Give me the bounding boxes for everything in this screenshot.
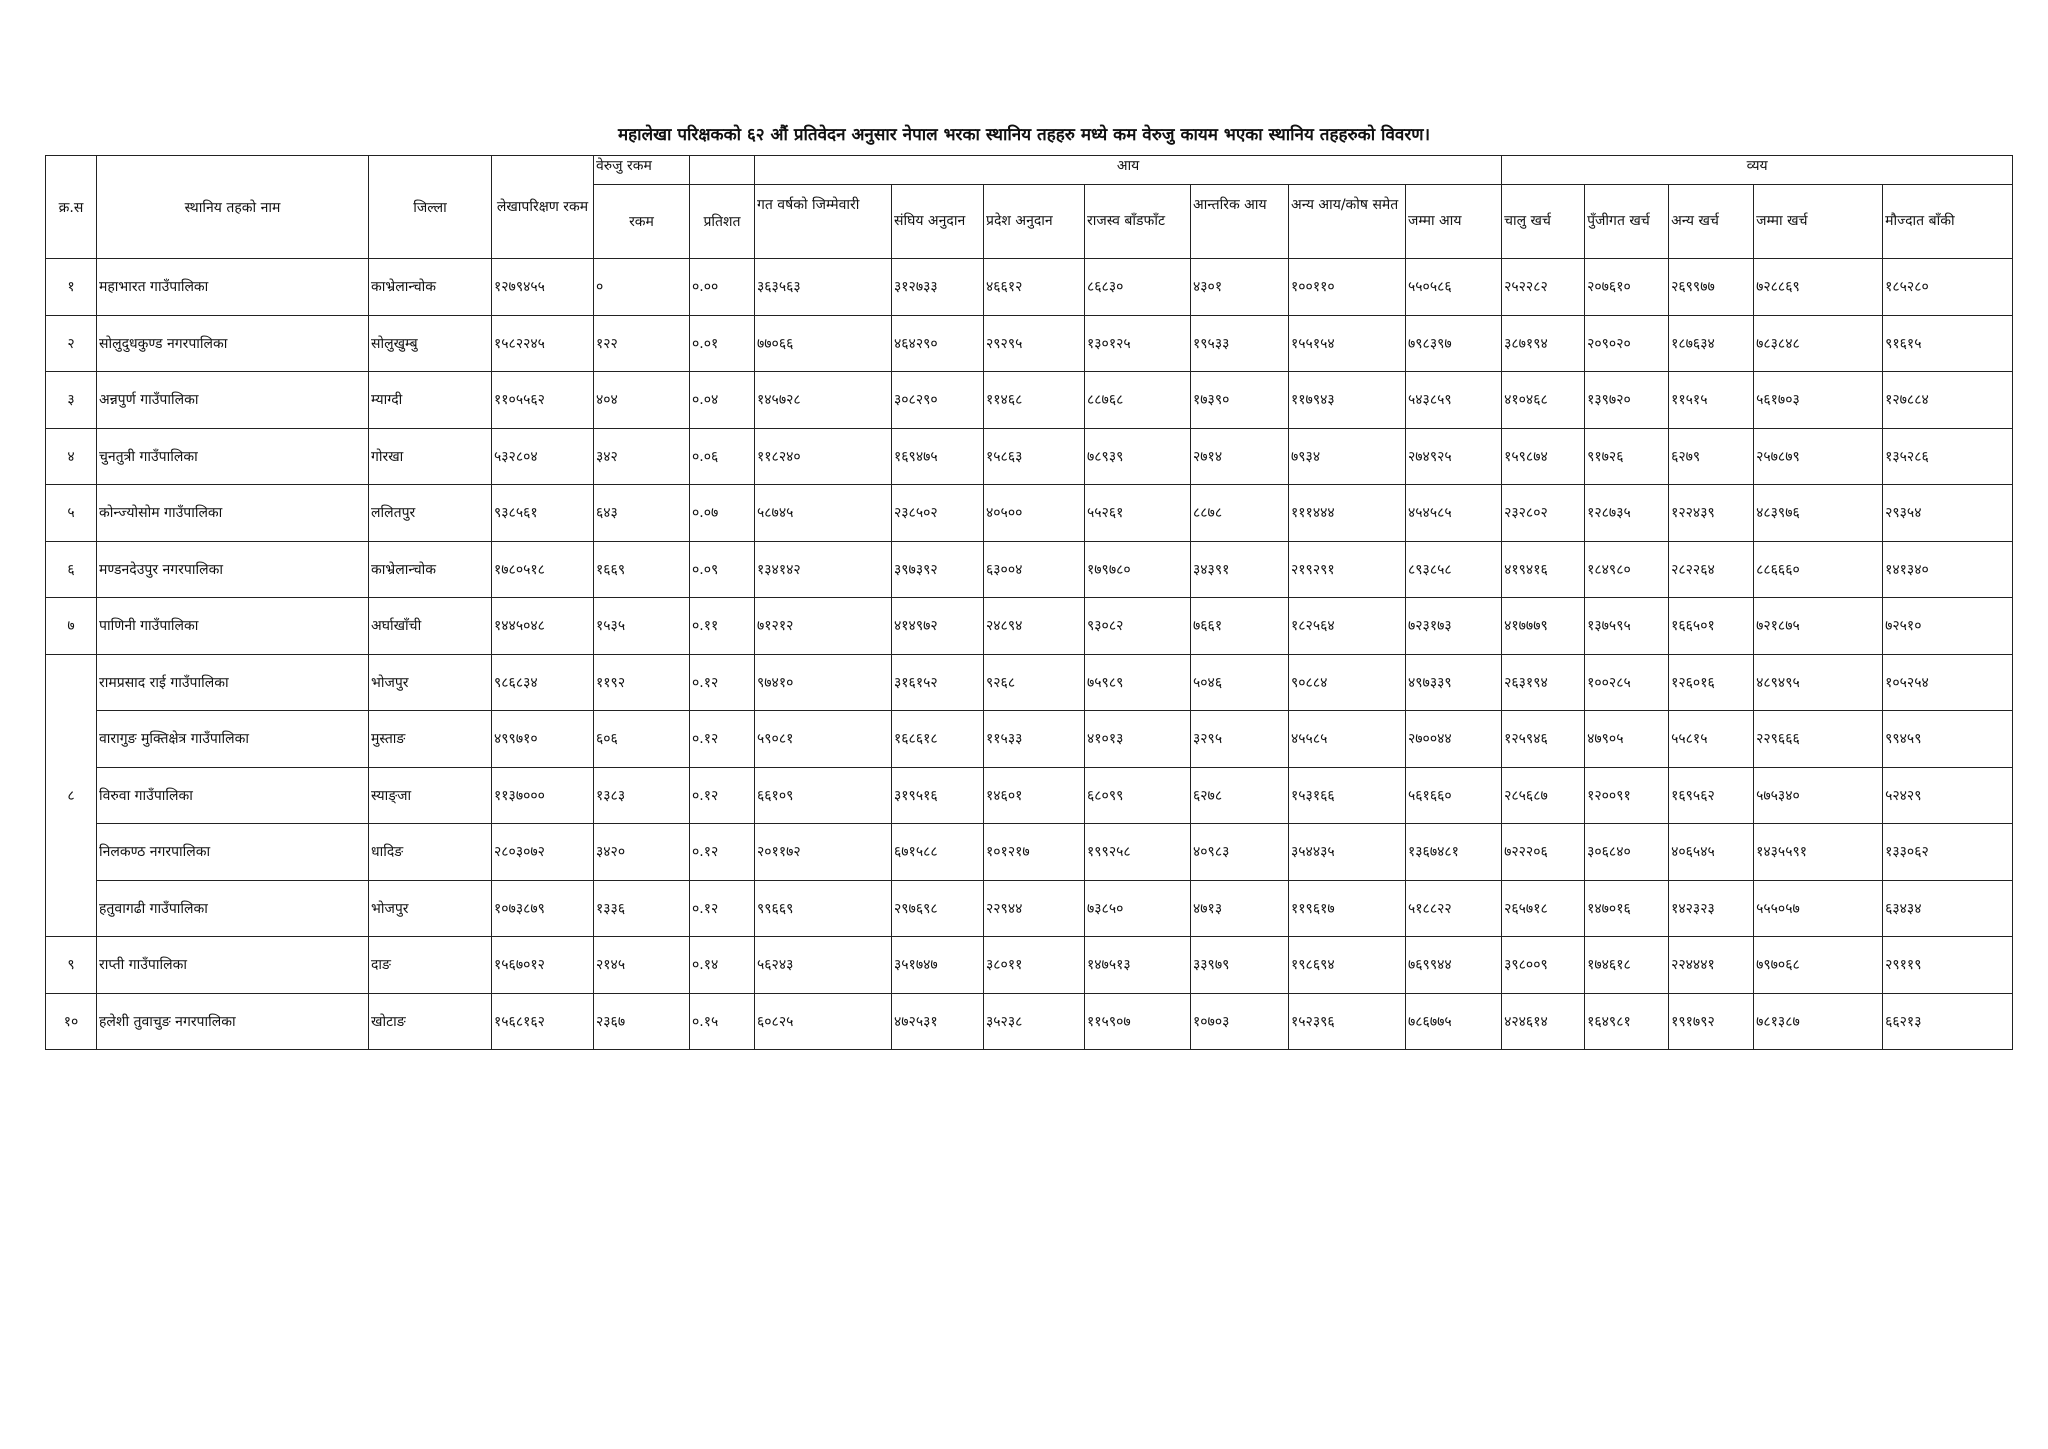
table-cell: ०.१४ [690,937,755,994]
table-cell: १५५१५४ [1289,315,1406,372]
table-row [46,315,2013,372]
table-cell: ५८७४५ [755,485,892,542]
table-cell: १३५२८६ [1883,428,2013,485]
table-cell: १४६०१ [984,767,1085,824]
table-cell: ७२२२०६ [1502,824,1585,881]
table-cell: ६०६ [594,711,690,768]
table-cell: ३८०११ [984,937,1085,994]
table-cell: ९७४१० [755,654,892,711]
table-cell: २२९४४ [984,880,1085,937]
table-cell: ५९०८१ [755,711,892,768]
table-row [46,598,2013,655]
header-other-income: अन्य आय/कोष समेत [1289,185,1406,259]
table-cell: १८७६३४ [1669,315,1754,372]
table-cell: १७३९० [1191,372,1289,429]
table-cell: २५२२८२ [1502,259,1585,316]
district-name: धादिङ [369,824,492,881]
table-cell: ३५१७४७ [892,937,984,994]
table-cell: २८५६८७ [1502,767,1585,824]
table-cell: ११५१५ [1669,372,1754,429]
table-cell: ७९८३९७ [1406,315,1502,372]
district-name: ललितपुर [369,485,492,542]
table-cell: १५६८१६२ [492,993,594,1050]
serial-number: ८ [46,654,97,937]
table-cell: १५६७०१२ [492,937,594,994]
table-cell: ११५९०७ [1085,993,1191,1050]
table-cell: २९११९ [1883,937,2013,994]
header-local-body: स्थानिय तहको नाम [97,156,369,259]
table-cell: ०.०१ [690,315,755,372]
table-cell: ८८७६८ [1085,372,1191,429]
table-cell: २२९६६६ [1754,711,1883,768]
table-cell: ३२९५ [1191,711,1289,768]
header-empty [690,156,755,185]
table-cell: ५५५०५७ [1754,880,1883,937]
table-cell: १३९७२० [1585,372,1669,429]
district-name: मुस्ताङ [369,711,492,768]
table-cell: ४०९८३ [1191,824,1289,881]
district-name: अर्घाखाँची [369,598,492,655]
table-cell: १००११० [1289,259,1406,316]
table-cell: ४१९४१६ [1502,541,1585,598]
table-cell: ९८६८३४ [492,654,594,711]
table-cell: २५७८७९ [1754,428,1883,485]
table-cell: १७४६१८ [1585,937,1669,994]
table-cell: १६६५०१ [1669,598,1754,655]
table-cell: १६९४७५ [892,428,984,485]
table-cell: १५२३९६ [1289,993,1406,1050]
table-cell: १४७०१६ [1585,880,1669,937]
table-cell: १४१३४० [1883,541,2013,598]
district-name: दाङ [369,937,492,994]
serial-number: ३ [46,372,97,429]
table-cell: १०७३८७९ [492,880,594,937]
table-cell: ४०५०० [984,485,1085,542]
header-other-exp: अन्य खर्च [1669,185,1754,259]
table-cell: २०११७२ [755,824,892,881]
table-cell: १३८३ [594,767,690,824]
table-cell: १४२३२३ [1669,880,1754,937]
table-cell: ९०८८४ [1289,654,1406,711]
table-cell: ०.१२ [690,880,755,937]
table-cell: ६०८२५ [755,993,892,1050]
table-cell: ०.१२ [690,824,755,881]
table-cell: १३३६ [594,880,690,937]
table-cell: १२६०१६ [1669,654,1754,711]
table-cell: १३६७४८१ [1406,824,1502,881]
table-cell: ८८७८ [1191,485,1289,542]
table-row [46,541,2013,598]
table-cell: ०.१२ [690,654,755,711]
table-cell: ७२५१० [1883,598,2013,655]
district-name: काभ्रेलान्चोक [369,541,492,598]
table-cell: ११४६८ [984,372,1085,429]
beruju-table [45,155,2013,1050]
table-cell: ३०६८४० [1585,824,1669,881]
table-cell: ४६६१२ [984,259,1085,316]
table-cell: ९२६८ [984,654,1085,711]
table-cell: २८०३०७२ [492,824,594,881]
table-cell: ०.०६ [690,428,755,485]
table-cell: ६३४३४ [1883,880,2013,937]
table-cell: २४८९४ [984,598,1085,655]
header-audit-amount: लेखापरिक्षण रकम [492,156,594,259]
table-row [46,654,2013,711]
header-beruju-group: वेरुजु रकम [594,156,690,185]
serial-number: १ [46,259,97,316]
table-cell: ११८२४० [755,428,892,485]
table-cell: १३३०६२ [1883,824,2013,881]
table-cell: ७५९८९ [1085,654,1191,711]
header-prev-year: गत वर्षको जिम्मेवारी [755,185,892,259]
table-cell: ४३०१ [1191,259,1289,316]
table-cell: १२८७३५ [1585,485,1669,542]
table-cell: ३४२० [594,824,690,881]
header-capital-exp: पुँजीगत खर्च [1585,185,1669,259]
table-cell: १८५२८० [1883,259,2013,316]
table-cell: १५९८७४ [1502,428,1585,485]
header-income-group: आय [755,156,1502,185]
local-body-name: मण्डनदेउपुर नगरपालिका [97,541,369,598]
table-cell: १००२८५ [1585,654,1669,711]
table-cell: ६२७९ [1669,428,1754,485]
header-province-grant: प्रदेश अनुदान [984,185,1085,259]
table-cell: १०५२५४ [1883,654,2013,711]
local-body-name: राप्ती गाउँपालिका [97,937,369,994]
table-cell: १४४५०४८ [492,598,594,655]
table-cell: १५३५ [594,598,690,655]
table-cell: २९२९५ [984,315,1085,372]
table-cell: ०.०९ [690,541,755,598]
table-cell: ३५४४३५ [1289,824,1406,881]
table-row [46,485,2013,542]
header-total-income: जम्मा आय [1406,185,1502,259]
table-cell: १३४१४२ [755,541,892,598]
district-name: सोलुखुम्बु [369,315,492,372]
table-cell: ११०५५६२ [492,372,594,429]
table-cell: १४३५५९१ [1754,824,1883,881]
table-cell: ७३८५० [1085,880,1191,937]
table-row [46,372,2013,429]
table-cell: २९३५४ [1883,485,2013,542]
local-body-name: पाणिनी गाउँपालिका [97,598,369,655]
local-body-name: हलेशी तुवाचुङ नगरपालिका [97,993,369,1050]
table-cell: २२४४४१ [1669,937,1754,994]
table-cell: ५५०५८६ [1406,259,1502,316]
table-cell: ४०६५४५ [1669,824,1754,881]
table-row [46,259,2013,316]
district-name: भोजपुर [369,880,492,937]
table-cell: २१४५ [594,937,690,994]
table-cell: ५४३८५९ [1406,372,1502,429]
table-cell: ३१९५१६ [892,767,984,824]
table-cell: ७८६७७५ [1406,993,1502,1050]
table-row [46,880,2013,937]
table-cell: ५६२४३ [755,937,892,994]
table-cell: ४९९७१० [492,711,594,768]
table-cell: ७८९३९ [1085,428,1191,485]
table-cell: १५३१६६ [1289,767,1406,824]
district-name: म्याग्दी [369,372,492,429]
local-body-name: अन्नपुर्ण गाउँपालिका [97,372,369,429]
table-cell: २३६७ [594,993,690,1050]
table-cell: ९९६६९ [755,880,892,937]
table-cell: २०९०२० [1585,315,1669,372]
table-cell: ११९२ [594,654,690,711]
table-cell: ४७२५३१ [892,993,984,1050]
serial-number: १० [46,993,97,1050]
table-cell: २६५७१८ [1502,880,1585,937]
table-cell: ४२४६१४ [1502,993,1585,1050]
table-cell: ४८३९७६ [1754,485,1883,542]
table-cell: ६२७८ [1191,767,1289,824]
header-internal-income: आन्तरिक आय [1191,185,1289,259]
table-cell: ८९३८५८ [1406,541,1502,598]
table-cell: १०७०३ [1191,993,1289,1050]
table-cell: ०.०७ [690,485,755,542]
table-cell: ०.१२ [690,711,755,768]
serial-number: ९ [46,937,97,994]
table-cell: ७९७०६८ [1754,937,1883,994]
table-cell: ३३९७९ [1191,937,1289,994]
local-body-name: महाभारत गाउँपालिका [97,259,369,316]
table-row [46,767,2013,824]
table-cell: ७२१८७५ [1754,598,1883,655]
table-cell: ०.११ [690,598,755,655]
table-cell: ४५४५८५ [1406,485,1502,542]
table-row [46,937,2013,994]
table-cell: ५१८८२२ [1406,880,1502,937]
table-cell: १३७५९५ [1585,598,1669,655]
table-cell: ५६१७०३ [1754,372,1883,429]
table-cell: ९३०८२ [1085,598,1191,655]
local-body-name: विरुवा गाउँपालिका [97,767,369,824]
table-cell: ११५३३ [984,711,1085,768]
table-cell: २१९२९१ [1289,541,1406,598]
table-cell: ११७९४३ [1289,372,1406,429]
table-cell: १६९५६२ [1669,767,1754,824]
district-name: भोजपुर [369,654,492,711]
table-cell: ४७९०५ [1585,711,1669,768]
table-cell: ४१४९७२ [892,598,984,655]
table-cell: ५५२६१ [1085,485,1191,542]
table-cell: १५८६३ [984,428,1085,485]
table-cell: १२५९४६ [1502,711,1585,768]
table-cell: १९१७९२ [1669,993,1754,1050]
table-cell: ८८६६६० [1754,541,1883,598]
header-district: जिल्ला [369,156,492,259]
table-cell: २६९९७७ [1669,259,1754,316]
table-cell: ६४३ [594,485,690,542]
header-current-exp: चालु खर्च [1502,185,1585,259]
local-body-name: सोलुदुधकुण्ड नगरपालिका [97,315,369,372]
table-cell: १२२४३९ [1669,485,1754,542]
table-cell: ० [594,259,690,316]
serial-number: ७ [46,598,97,655]
table-cell: १८२५६४ [1289,598,1406,655]
table-cell: २३८५०२ [892,485,984,542]
table-cell: ७८३८४८ [1754,315,1883,372]
serial-number: ६ [46,541,97,598]
table-cell: ७९३४ [1289,428,1406,485]
district-name: काभ्रेलान्चोक [369,259,492,316]
table-row [46,993,2013,1050]
table-cell: ५३२८०४ [492,428,594,485]
table-cell: ५५८१५ [1669,711,1754,768]
table-cell: ४०४ [594,372,690,429]
table-cell: ४१०४६८ [1502,372,1585,429]
table-cell: १२७८८४ [1883,372,2013,429]
table-cell: १११४४४ [1289,485,1406,542]
table-cell: ४१०१३ [1085,711,1191,768]
header-balance: मौज्दात बाँकी [1883,185,2013,259]
table-cell: ०.१५ [690,993,755,1050]
table-cell: १६६९ [594,541,690,598]
table-cell: ६६१०९ [755,767,892,824]
table-cell: ३४२ [594,428,690,485]
local-body-name: चुनतुत्री गाउँपालिका [97,428,369,485]
table-cell: ७२८८६९ [1754,259,1883,316]
table-cell: ६७१५८८ [892,824,984,881]
table-cell: ११९६१७ [1289,880,1406,937]
table-cell: ३०८२९० [892,372,984,429]
table-cell: ६३००४ [984,541,1085,598]
local-body-name: रामप्रसाद राई गाउँपालिका [97,654,369,711]
table-cell: ८६८३० [1085,259,1191,316]
table-cell: १९८६९४ [1289,937,1406,994]
table-cell: १४५७२८ [755,372,892,429]
local-body-name: वारागुङ मुक्तिक्षेत्र गाउँपालिका [97,711,369,768]
table-cell: ९९४५९ [1883,711,2013,768]
table-cell: १२००९१ [1585,767,1669,824]
table-cell: ७६६१ [1191,598,1289,655]
table-cell: १५८२२४५ [492,315,594,372]
table-cell: ०.१२ [690,767,755,824]
table-cell: २९७६९८ [892,880,984,937]
table-cell: २३२८०२ [1502,485,1585,542]
table-cell: ६८०९९ [1085,767,1191,824]
table-cell: ३९७३९२ [892,541,984,598]
table-cell: ४८९४९५ [1754,654,1883,711]
serial-number: ५ [46,485,97,542]
table-cell: ०.०० [690,259,755,316]
table-cell: ५७५३४० [1754,767,1883,824]
header-beruju-amount: रकम [594,185,690,259]
header-total-exp: जम्मा खर्च [1754,185,1883,259]
table-cell: १९५३३ [1191,315,1289,372]
header-federal-grant: संघिय अनुदान [892,185,984,259]
serial-number: ४ [46,428,97,485]
table-cell: १७९७८० [1085,541,1191,598]
table-cell: ३८७१९४ [1502,315,1585,372]
table-cell: ९१६१५ [1883,315,2013,372]
table-cell: ११३७००० [492,767,594,824]
serial-number: २ [46,315,97,372]
table-cell: ७१२१२ [755,598,892,655]
table-cell: ४५५८५ [1289,711,1406,768]
local-body-name: कोन्ज्योसोम गाउँपालिका [97,485,369,542]
table-cell: ३६३५६३ [755,259,892,316]
table-cell: १७८०५१८ [492,541,594,598]
local-body-name: निलकण्ठ नगरपालिका [97,824,369,881]
table-cell: १०१२१७ [984,824,1085,881]
table-cell: ५२४२९ [1883,767,2013,824]
table-cell: १२२ [594,315,690,372]
table-cell: १९९२५८ [1085,824,1191,881]
table-cell: ७८१३८७ [1754,993,1883,1050]
table-cell: २७००४४ [1406,711,1502,768]
district-name: स्याङ्जा [369,767,492,824]
page-title: महालेखा परिक्षकको ६२ औं प्रतिवेदन अनुसार नेपाल भरका स्थानिय तहहरु मध्ये कम वेरुजु कायम भएका स्थानिय तहहरुको विवरण। [617,125,1431,145]
table-cell: १२७९४५५ [492,259,594,316]
table-cell: १६४९८१ [1585,993,1669,1050]
table-cell: ७६९९४४ [1406,937,1502,994]
table-cell: ४७१३ [1191,880,1289,937]
table-cell: ७७०६६ [755,315,892,372]
table-cell: ३१२७३३ [892,259,984,316]
table-cell: ७२३१७३ [1406,598,1502,655]
table-cell: ९१७२६ [1585,428,1669,485]
table-cell: २०७६१० [1585,259,1669,316]
header-beruju-percent: प्रतिशत [690,185,755,259]
table-cell: ५०४६ [1191,654,1289,711]
header-expense-group: व्यय [1502,156,2013,185]
table-body [46,259,2013,1050]
table-cell: ४१७७७९ [1502,598,1585,655]
table-cell: २८२२६४ [1669,541,1754,598]
table-row [46,711,2013,768]
local-body-name: हतुवागढी गाउँपालिका [97,880,369,937]
table-cell: १४७५१३ [1085,937,1191,994]
table-cell: १३०१२५ [1085,315,1191,372]
table-cell: २७१४ [1191,428,1289,485]
table-cell: ९३८५६१ [492,485,594,542]
table-cell: २७४९२५ [1406,428,1502,485]
header-sn: क्र.स [46,156,97,259]
table-cell: ०.०४ [690,372,755,429]
table-cell: १६८६१८ [892,711,984,768]
district-name: गोरखा [369,428,492,485]
table-cell: ३५२३८ [984,993,1085,1050]
table-cell: ३९८००९ [1502,937,1585,994]
table-cell: ५६१६६० [1406,767,1502,824]
district-name: खोटाङ [369,993,492,1050]
table-cell: ४६४२९० [892,315,984,372]
table-cell: ३४३९१ [1191,541,1289,598]
table-cell: ६६२१३ [1883,993,2013,1050]
table-cell: ३१६१५२ [892,654,984,711]
table-row [46,428,2013,485]
table-cell: २६३१९४ [1502,654,1585,711]
table-cell: १८४९८० [1585,541,1669,598]
header-revenue-share: राजस्व बाँडफाँट [1085,185,1191,259]
table-cell: ४९७३३९ [1406,654,1502,711]
table-row [46,824,2013,881]
